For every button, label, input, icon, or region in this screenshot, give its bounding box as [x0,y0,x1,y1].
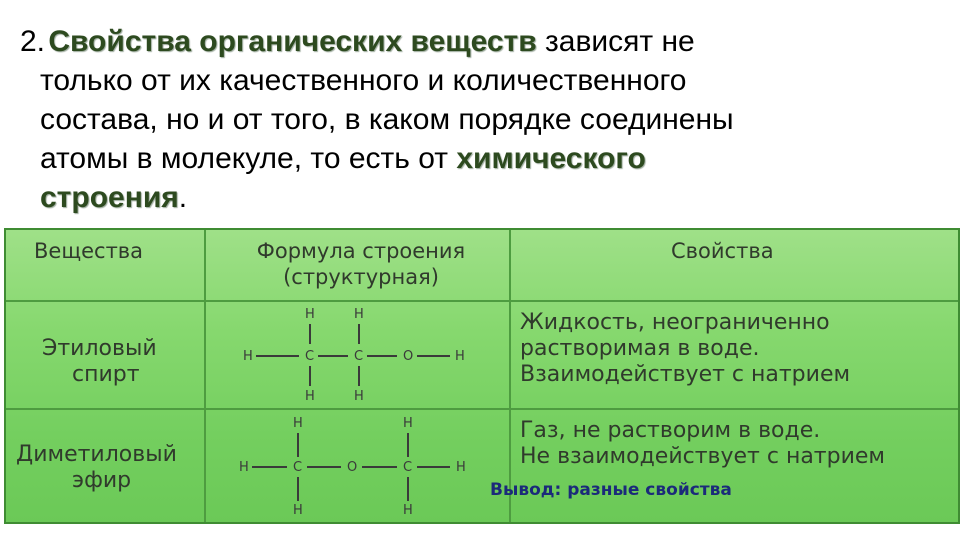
atom-h: H [305,389,315,404]
property-line: Не взаимодействует с натрием [520,444,886,469]
atom-h: H [239,460,249,475]
comparison-table [4,228,960,524]
header-formula-line1: Формула строения [256,239,466,263]
paragraph-number: 2. [20,25,46,58]
atom-o: O [403,349,414,364]
atom-h: H [354,389,364,404]
atom-c: C [403,460,413,475]
highlight-properties: Свойства органических веществ [48,25,537,58]
dimethyl-ether-structural-formula [232,413,492,518]
paragraph-line-5 [20,178,940,217]
ethanol-properties [520,310,850,388]
paragraph-line-2: только от их качественного и количественного [40,64,687,97]
property-line: Газ, не растворим в воде. [520,418,821,443]
property-line: растворимая в воде. [520,336,760,361]
intro-paragraph [20,22,940,217]
atom-h: H [403,416,413,431]
ether-properties [520,418,885,470]
paragraph-line-4 [20,139,940,178]
highlight-chemical: химического [456,142,646,175]
atom-c: C [354,349,364,364]
atom-h: H [293,503,303,518]
atom-h: H [354,307,364,322]
line5-end: . [178,181,188,214]
atom-h: H [403,503,413,518]
ethanol-structural-formula [236,304,486,404]
property-line: Взаимодействует с натрием [520,362,851,387]
atom-h: H [456,460,466,475]
table-divider [509,230,511,522]
substance-name-line2: спирт [72,362,140,387]
atom-h: H [455,349,465,364]
atom-h: H [293,416,303,431]
property-line: Жидкость, неограниченно [520,310,830,335]
table-divider [6,408,958,410]
table-divider [6,300,958,302]
conclusion-text: Вывод: разные свойства [490,480,732,500]
header-formula [226,238,496,290]
line1-rest: зависят не [536,25,695,58]
atom-c: C [293,460,303,475]
paragraph-line-3: состава, но и от того, в каком порядке соединены [40,103,734,136]
substance-name-line2: эфир [72,468,132,493]
substance-name-line1: Этиловый [42,336,157,361]
atom-h: H [243,349,253,364]
atom-h: H [305,307,315,322]
substance-name-line1: Диметиловый [16,442,177,467]
table-divider [204,230,206,522]
header-substances: Вещества [34,239,144,263]
line4-text: атомы в молекуле, то есть от [40,142,457,175]
header-properties: Свойства [671,239,774,263]
highlight-structure: строения [40,181,179,214]
atom-c: C [305,349,315,364]
header-formula-line2: (структурная) [283,265,439,289]
substance-ethanol [42,336,157,388]
substance-dimethyl-ether [16,442,177,494]
paragraph-line-1 [20,22,940,61]
atom-o: O [347,460,358,475]
